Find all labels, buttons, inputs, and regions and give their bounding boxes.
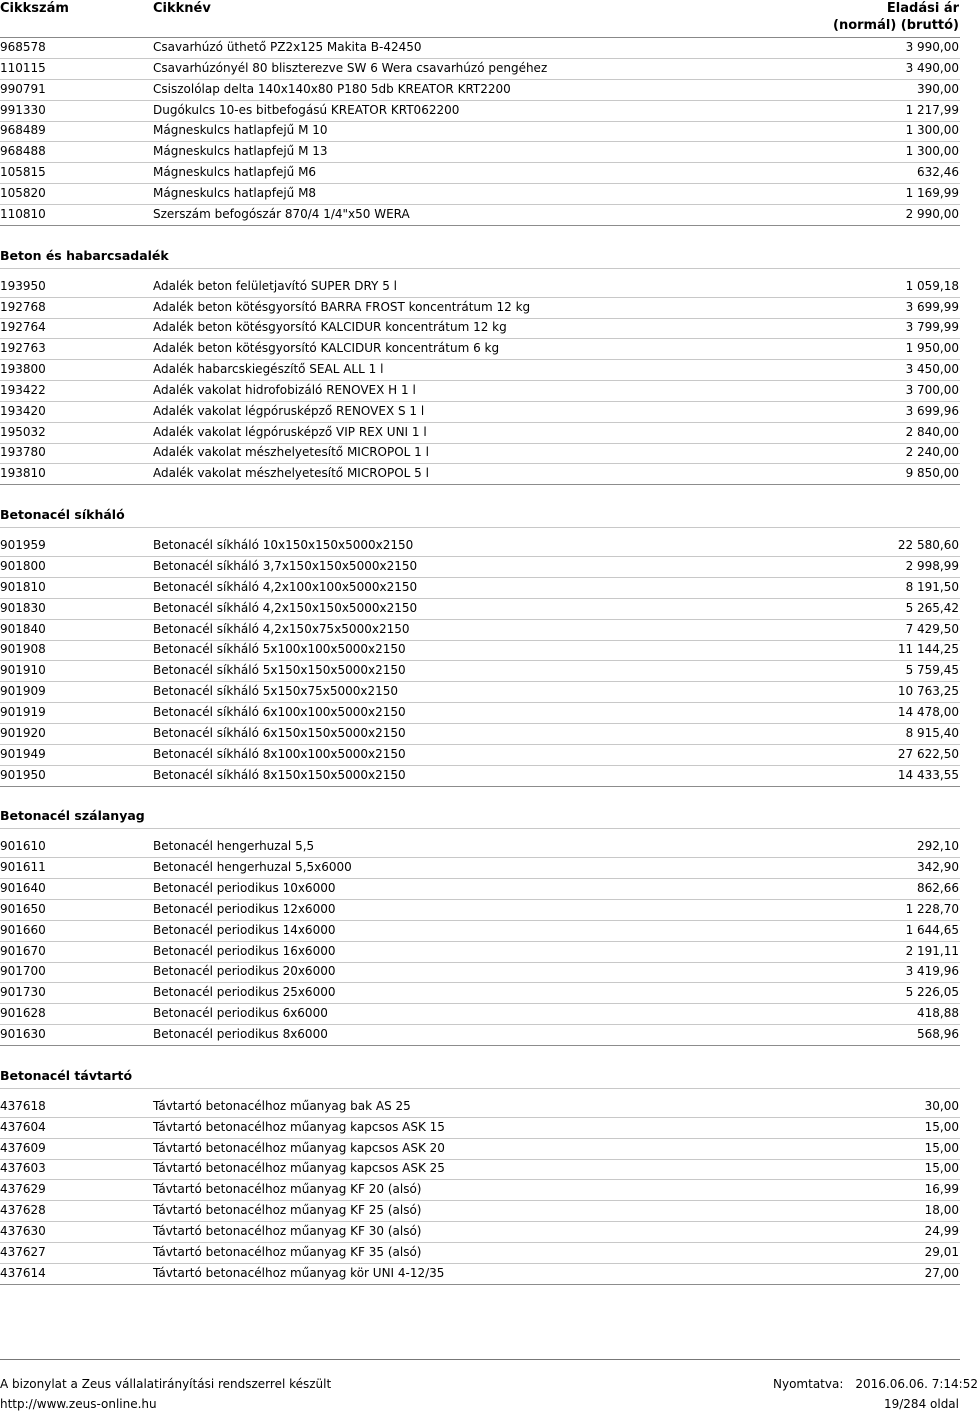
- table-row: [0, 360, 960, 381]
- section-title-text: Betonacél szálanyag: [0, 808, 145, 824]
- table-row: [0, 1222, 960, 1243]
- item-price: 2 840,00: [905, 424, 959, 439]
- item-price: 3 450,00: [905, 362, 959, 377]
- table-row: [0, 766, 960, 787]
- table-row: [0, 298, 960, 319]
- table-row: [0, 464, 960, 485]
- item-price: 27 622,50: [897, 746, 959, 761]
- table-row: [0, 277, 960, 298]
- item-price: 1 300,00: [905, 123, 959, 138]
- table-row: [0, 557, 960, 578]
- item-name: Betonacél síkháló 5x100x100x5000x2150: [153, 642, 406, 657]
- item-name: Adalék beton felületjavító SUPER DRY 5 l: [153, 278, 397, 293]
- table-row: [0, 402, 960, 423]
- item-price: 9 850,00: [905, 466, 959, 481]
- item-name: Csavarhúzó üthető PZ2x125 Makita B-42450: [153, 40, 422, 54]
- section-title: [0, 807, 960, 829]
- item-name: Betonacél síkháló 10x150x150x5000x2150: [153, 538, 414, 553]
- table-row: [0, 900, 960, 921]
- item-name: Adalék vakolat mészhelyetesítő MICROPOL 1 l: [153, 445, 429, 460]
- item-code: 192763: [0, 341, 46, 356]
- item-name: Betonacél periodikus 6x6000: [153, 1006, 328, 1021]
- item-code: 193422: [0, 382, 46, 397]
- item-price: 16,99: [924, 1182, 959, 1197]
- item-code: 991330: [0, 102, 46, 117]
- item-name: Adalék vakolat légpórusképző VIP REX UNI 1 l: [153, 424, 427, 439]
- item-code: 105815: [0, 165, 46, 180]
- item-code: 437629: [0, 1182, 46, 1197]
- item-price: 632,46: [917, 165, 959, 180]
- table-row: [0, 121, 960, 142]
- item-code: 990791: [0, 81, 46, 96]
- item-code: 901630: [0, 1027, 46, 1041]
- table-row: [0, 620, 960, 641]
- item-price: 292,10: [917, 839, 959, 854]
- table-row: [0, 1159, 960, 1180]
- table-row: [0, 962, 960, 983]
- item-price: 30,00: [924, 1098, 959, 1113]
- item-name: Betonacél síkháló 3,7x150x150x5000x2150: [153, 559, 418, 573]
- item-code: 437614: [0, 1265, 46, 1280]
- table-row: [0, 1243, 960, 1264]
- item-name: Betonacél periodikus 20x6000: [153, 964, 336, 979]
- item-name: Betonacél periodikus 10x6000: [153, 881, 336, 896]
- item-code: 193780: [0, 445, 46, 460]
- table-row: [0, 858, 960, 879]
- item-price: 8 191,50: [905, 579, 959, 594]
- item-price: 2 998,99: [905, 559, 959, 573]
- item-price: 3 699,99: [905, 299, 959, 314]
- item-name: Adalék vakolat légpórusképző RENOVEX S 1 l: [153, 403, 425, 418]
- item-code: 901670: [0, 943, 46, 958]
- item-name: Betonacél síkháló 8x150x150x5000x2150: [153, 767, 406, 782]
- item-name: Betonacél síkháló 5x150x75x5000x2150: [153, 684, 399, 699]
- table-row: [0, 745, 960, 766]
- item-price: 3 799,99: [905, 320, 959, 335]
- table-row: [0, 59, 960, 80]
- item-price: 1 644,65: [905, 922, 959, 937]
- item-code: 193950: [0, 278, 46, 293]
- item-price: 27,00: [924, 1265, 959, 1280]
- footer-printed-datetime: 2016.06.06. 7:14:52: [855, 1377, 978, 1391]
- table-row: [0, 599, 960, 620]
- item-name: Adalék beton kötésgyorsító KALCIDUR koncentrátum 6 kg: [153, 341, 500, 356]
- item-name: Betonacél síkháló 6x100x100x5000x2150: [153, 704, 406, 719]
- item-name: Betonacél periodikus 14x6000: [153, 922, 336, 937]
- item-price: 14 478,00: [897, 704, 959, 719]
- section-title: [0, 247, 960, 269]
- item-name: Csiszolólap delta 140x140x80 P180 5db KREATOR KRT2200: [153, 81, 511, 96]
- table-row: [0, 443, 960, 464]
- item-code: 437630: [0, 1223, 46, 1238]
- header-code: Cikkszám: [0, 1, 69, 16]
- table-row: [0, 837, 960, 858]
- item-code: 901810: [0, 579, 46, 594]
- item-name: Mágneskulcs hatlapfejű M8: [153, 185, 317, 200]
- item-code: 901610: [0, 839, 46, 854]
- item-price: 568,96: [917, 1027, 959, 1041]
- item-code: 437603: [0, 1161, 46, 1176]
- item-price: 1 300,00: [905, 144, 959, 159]
- item-name: Betonacél periodikus 12x6000: [153, 901, 336, 916]
- item-code: 437618: [0, 1098, 46, 1113]
- item-price: 8 915,40: [905, 725, 959, 740]
- table-row: [0, 1025, 960, 1046]
- section-title: [0, 1067, 960, 1089]
- item-code: 437609: [0, 1140, 46, 1155]
- table-row: [0, 682, 960, 703]
- item-name: Betonacél periodikus 8x6000: [153, 1027, 328, 1041]
- footer-rule: [0, 1359, 960, 1360]
- footer-url-link[interactable]: http://www.zeus-online.hu: [0, 1397, 157, 1411]
- item-name: Betonacél síkháló 4,2x100x100x5000x2150: [153, 579, 418, 594]
- table-row: [0, 1139, 960, 1160]
- item-price: 3 419,96: [905, 964, 959, 979]
- footer-page-info: 19/284 oldal: [883, 1397, 959, 1411]
- item-code: 901650: [0, 901, 46, 916]
- item-code: 901920: [0, 725, 46, 740]
- item-name: Szerszám befogószár 870/4 1/4"x50 WERA: [153, 206, 410, 221]
- table-row: [0, 1201, 960, 1222]
- item-code: 195032: [0, 424, 46, 439]
- item-name: Adalék vakolat hidrofobizáló RENOVEX H 1 l: [153, 382, 416, 397]
- table-row: [0, 703, 960, 724]
- table-row: [0, 1097, 960, 1118]
- item-code: 968578: [0, 40, 46, 54]
- table-row: [0, 318, 960, 339]
- item-name: Csavarhúzónyél 80 bliszterezve SW 6 Wera csavarhúzó pengéhez: [153, 60, 548, 75]
- item-code: 110115: [0, 60, 46, 75]
- item-code: 193800: [0, 362, 46, 377]
- item-code: 901800: [0, 559, 46, 573]
- item-name: Mágneskulcs hatlapfejű M 13: [153, 144, 328, 159]
- item-code: 192768: [0, 299, 46, 314]
- item-name: Adalék beton kötésgyorsító BARRA FROST koncentrátum 12 kg: [153, 299, 531, 314]
- item-name: Távtartó betonacélhoz műanyag kapcsos ASK 25: [153, 1161, 445, 1176]
- item-code: 105820: [0, 185, 46, 200]
- item-code: 437628: [0, 1203, 46, 1218]
- section-title-text: Betonacél távtartó: [0, 1067, 133, 1083]
- item-name: Dugókulcs 10-es bitbefogású KREATOR KRT062200: [153, 102, 460, 117]
- item-price: 7 429,50: [905, 621, 959, 636]
- item-price: 390,00: [917, 81, 959, 96]
- table-header: [0, 0, 960, 38]
- table-row: [0, 724, 960, 745]
- item-code: 901950: [0, 767, 46, 782]
- item-price: 29,01: [924, 1244, 959, 1259]
- item-name: Távtartó betonacélhoz műanyag KF 20 (alsó): [153, 1182, 422, 1197]
- item-code: 192764: [0, 320, 46, 335]
- item-code: 193810: [0, 466, 46, 481]
- item-price: 862,66: [917, 881, 959, 896]
- footer-printed: [773, 1377, 978, 1391]
- table-row: [0, 38, 960, 59]
- item-code: 901660: [0, 922, 46, 937]
- footer-printed-label: Nyomtatva:: [773, 1377, 844, 1391]
- table-row: [0, 80, 960, 101]
- item-code: 901611: [0, 860, 46, 875]
- table-row: [0, 205, 960, 226]
- item-price: 1 217,99: [905, 102, 959, 117]
- item-price: 1 169,99: [905, 185, 959, 200]
- item-code: 901910: [0, 663, 46, 678]
- item-price: 3 700,00: [905, 382, 959, 397]
- item-code: 968489: [0, 123, 46, 138]
- table-row: [0, 142, 960, 163]
- table-row: [0, 101, 960, 122]
- table-row: [0, 942, 960, 963]
- item-price: 3 990,00: [905, 40, 959, 54]
- item-code: 901830: [0, 600, 46, 615]
- item-price: 2 990,00: [905, 206, 959, 221]
- item-price: 15,00: [924, 1161, 959, 1176]
- item-code: 901919: [0, 704, 46, 719]
- table-row: [0, 640, 960, 661]
- item-price: 1 950,00: [905, 341, 959, 356]
- item-code: 193420: [0, 403, 46, 418]
- item-price: 5 759,45: [905, 663, 959, 678]
- table-row: [0, 1180, 960, 1201]
- item-name: Távtartó betonacélhoz műanyag KF 25 (alsó): [153, 1203, 422, 1218]
- table-row: [0, 163, 960, 184]
- table-row: [0, 578, 960, 599]
- item-name: Adalék vakolat mészhelyetesítő MICROPOL 5 l: [153, 466, 429, 481]
- item-name: Távtartó betonacélhoz műanyag KF 35 (alsó): [153, 1244, 422, 1259]
- item-name: Távtartó betonacélhoz műanyag KF 30 (alsó): [153, 1223, 422, 1238]
- table-row: [0, 381, 960, 402]
- item-code: 437604: [0, 1119, 46, 1134]
- item-price: 5 226,05: [905, 985, 959, 1000]
- item-name: Betonacél síkháló 4,2x150x150x5000x2150: [153, 600, 418, 615]
- item-name: Távtartó betonacélhoz műanyag kapcsos ASK 20: [153, 1140, 445, 1155]
- item-name: Betonacél síkháló 6x150x150x5000x2150: [153, 725, 406, 740]
- item-name: Betonacél hengerhuzal 5,5: [153, 839, 315, 854]
- table-row: [0, 983, 960, 1004]
- item-price: 1 228,70: [905, 901, 959, 916]
- item-code: 901840: [0, 621, 46, 636]
- item-code: 437627: [0, 1244, 46, 1259]
- item-price: 342,90: [917, 860, 959, 875]
- item-price: 2 240,00: [905, 445, 959, 460]
- item-price: 10 763,25: [897, 684, 959, 699]
- item-name: Távtartó betonacélhoz műanyag kör UNI 4-12/35: [153, 1265, 445, 1280]
- table-row: [0, 1118, 960, 1139]
- table-row: [0, 661, 960, 682]
- item-code: 901949: [0, 746, 46, 761]
- item-name: Betonacél síkháló 4,2x150x75x5000x2150: [153, 621, 410, 636]
- item-price: 418,88: [917, 1006, 959, 1021]
- item-price: 15,00: [924, 1140, 959, 1155]
- table-row: [0, 921, 960, 942]
- item-price: 18,00: [924, 1203, 959, 1218]
- item-name: Mágneskulcs hatlapfejű M 10: [153, 123, 328, 138]
- item-name: Adalék beton kötésgyorsító KALCIDUR koncentrátum 12 kg: [153, 320, 507, 335]
- section-title-text: Betonacél síkháló: [0, 507, 125, 523]
- item-code: 901730: [0, 985, 46, 1000]
- item-code: 901908: [0, 642, 46, 657]
- item-price: 15,00: [924, 1119, 959, 1134]
- item-price: 11 144,25: [897, 642, 959, 657]
- item-name: Betonacél hengerhuzal 5,5x6000: [153, 860, 352, 875]
- table-row: [0, 184, 960, 205]
- header-price: Eladási ár: [886, 1, 959, 16]
- item-code: 901959: [0, 538, 46, 553]
- table-row: [0, 536, 960, 557]
- item-name: Betonacél periodikus 16x6000: [153, 943, 336, 958]
- item-name: Távtartó betonacélhoz műanyag bak AS 25: [153, 1098, 411, 1113]
- item-code: 901700: [0, 964, 46, 979]
- item-code: 901628: [0, 1006, 46, 1021]
- item-price: 3 699,96: [905, 403, 959, 418]
- item-price: 5 265,42: [905, 600, 959, 615]
- table-row: [0, 339, 960, 360]
- header-name: Cikknév: [153, 1, 211, 16]
- section-title-text: Beton és habarcsadalék: [0, 247, 169, 263]
- item-name: Betonacél periodikus 25x6000: [153, 985, 336, 1000]
- item-price: 2 191,11: [905, 943, 959, 958]
- header-price-type: (normál) (bruttó): [833, 18, 959, 33]
- item-name: Mágneskulcs hatlapfejű M6: [153, 165, 317, 180]
- item-price: 1 059,18: [905, 278, 959, 293]
- item-code: 110810: [0, 206, 46, 221]
- item-code: 901909: [0, 684, 46, 699]
- item-name: Távtartó betonacélhoz műanyag kapcsos ASK 15: [153, 1119, 445, 1134]
- table-row: [0, 1004, 960, 1025]
- item-code: 901640: [0, 881, 46, 896]
- item-price: 22 580,60: [897, 538, 959, 553]
- item-price: 24,99: [924, 1223, 959, 1238]
- table-row: [0, 879, 960, 900]
- item-name: Adalék habarcskiegészítő SEAL ALL 1 l: [153, 362, 384, 377]
- section-title: [0, 506, 960, 528]
- table-row: [0, 423, 960, 444]
- item-name: Betonacél síkháló 5x150x150x5000x2150: [153, 663, 406, 678]
- item-code: 968488: [0, 144, 46, 159]
- table-row: [0, 1264, 960, 1285]
- footer-made-with: A bizonylat a Zeus vállalatirányítási rendszerrel készült: [0, 1377, 332, 1391]
- item-price: 14 433,55: [897, 767, 959, 782]
- item-name: Betonacél síkháló 8x100x100x5000x2150: [153, 746, 406, 761]
- item-price: 3 490,00: [905, 60, 959, 75]
